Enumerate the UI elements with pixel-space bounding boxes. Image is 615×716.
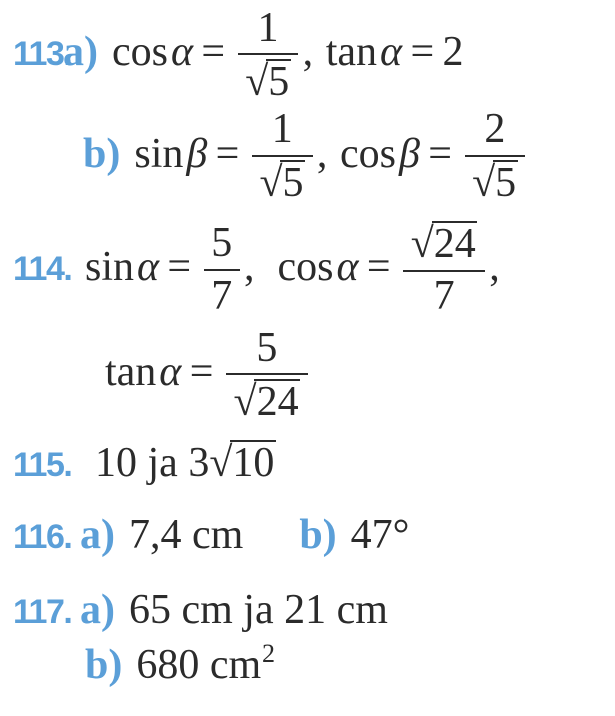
fraction xyxy=(252,107,313,206)
sqrt-expression xyxy=(234,379,301,425)
equation-114-line2 xyxy=(105,324,312,425)
sqrt-expression xyxy=(411,221,478,267)
answer-117b xyxy=(136,638,275,688)
greek-variable: α xyxy=(336,243,359,290)
comma: , xyxy=(302,29,314,76)
comma: , xyxy=(243,243,255,290)
function-name: sin xyxy=(85,243,135,290)
part-label-a: a) xyxy=(80,586,115,633)
sqrt-expression xyxy=(472,160,518,206)
sqrt-expression xyxy=(209,440,276,486)
fraction xyxy=(465,107,526,206)
function-name: sin xyxy=(134,130,184,177)
equals-sign: = xyxy=(201,29,226,76)
problem-number-116: 116. xyxy=(13,518,72,557)
problem-116 xyxy=(13,511,615,559)
denominator xyxy=(465,155,526,207)
equation-113b xyxy=(134,106,529,207)
radicand: 5 xyxy=(495,160,517,207)
radicand: 24 xyxy=(433,221,476,268)
answer-115 xyxy=(95,440,276,486)
radical-sign: √ xyxy=(472,160,496,207)
function-name: cos xyxy=(112,29,168,76)
equals-sign: = xyxy=(428,130,452,177)
greek-variable: α xyxy=(170,29,193,76)
numerator: 1 xyxy=(257,5,279,51)
numerator: 1 xyxy=(271,106,293,153)
answer-117a: 65 cm ja 21 cm xyxy=(129,586,388,633)
fraction xyxy=(204,221,240,319)
radicand: 5 xyxy=(268,58,290,105)
problem-number-114: 114. xyxy=(13,249,72,288)
value: 2 xyxy=(442,29,464,76)
part-label-b: b) xyxy=(83,130,121,177)
radical-sign: √ xyxy=(410,221,434,268)
function-name: tan xyxy=(105,349,157,396)
greek-variable: α xyxy=(159,349,182,396)
denominator xyxy=(238,53,299,105)
problem-114-line-1 xyxy=(13,221,615,320)
fraction xyxy=(403,221,485,320)
radical-sign: √ xyxy=(245,58,269,105)
radicand: 10 xyxy=(232,440,275,487)
equals-sign: = xyxy=(366,243,391,290)
greek-variable: β xyxy=(398,130,420,177)
fraction xyxy=(238,6,299,105)
coefficient: 3 xyxy=(188,440,210,487)
function-name: cos xyxy=(277,243,334,290)
function-name: cos xyxy=(340,130,396,177)
radicand: 24 xyxy=(256,378,299,425)
radical-sign: √ xyxy=(209,440,233,487)
numerator: 5 xyxy=(211,220,233,267)
denominator: 7 xyxy=(403,270,485,320)
numerator: 5 xyxy=(256,324,278,371)
denominator: 7 xyxy=(204,269,240,319)
problem-114-line-2 xyxy=(13,326,615,425)
numerator: 2 xyxy=(484,106,506,153)
part-label-a: a) xyxy=(80,512,115,559)
problem-113-part-a xyxy=(13,6,615,105)
greek-variable: α xyxy=(380,29,403,76)
value: 680 cm xyxy=(136,641,262,688)
function-name: tan xyxy=(325,29,378,76)
equation-114-line1 xyxy=(85,220,512,320)
part-label-a: a) xyxy=(63,29,98,76)
comma: , xyxy=(489,243,500,290)
equals-sign: = xyxy=(167,243,192,290)
radicand: 5 xyxy=(282,160,304,207)
denominator xyxy=(252,155,313,207)
part-label-b: b) xyxy=(85,641,123,688)
part-label-b: b) xyxy=(299,512,337,559)
problem-113-part-b xyxy=(13,107,615,206)
answer-116a: 7,4 cm xyxy=(129,512,244,559)
denominator xyxy=(226,373,308,425)
radical-sign: √ xyxy=(233,378,257,425)
comma: , xyxy=(316,130,328,177)
problem-number-115: 115. xyxy=(13,446,72,485)
problem-117-part-a xyxy=(13,586,615,634)
fraction xyxy=(226,326,308,425)
equals-sign: = xyxy=(215,130,240,177)
conjunction: ja xyxy=(147,440,178,487)
problem-115 xyxy=(13,439,615,487)
sqrt-expression xyxy=(259,160,305,206)
greek-variable: α xyxy=(136,243,159,290)
sqrt-expression xyxy=(245,59,291,105)
problem-number-113: 113. xyxy=(13,35,72,74)
problem-117-part-b xyxy=(13,640,615,689)
numerator xyxy=(403,221,485,270)
greek-variable: β xyxy=(186,130,208,177)
superscript-exponent: 2 xyxy=(261,638,275,668)
value: 10 xyxy=(95,440,137,487)
problem-number-117: 117. xyxy=(13,592,72,631)
answer-116b: 47° xyxy=(350,512,410,559)
equals-sign: = xyxy=(189,349,214,396)
equals-sign: = xyxy=(410,29,435,76)
radical-sign: √ xyxy=(259,160,283,207)
equation-113a xyxy=(112,5,464,105)
